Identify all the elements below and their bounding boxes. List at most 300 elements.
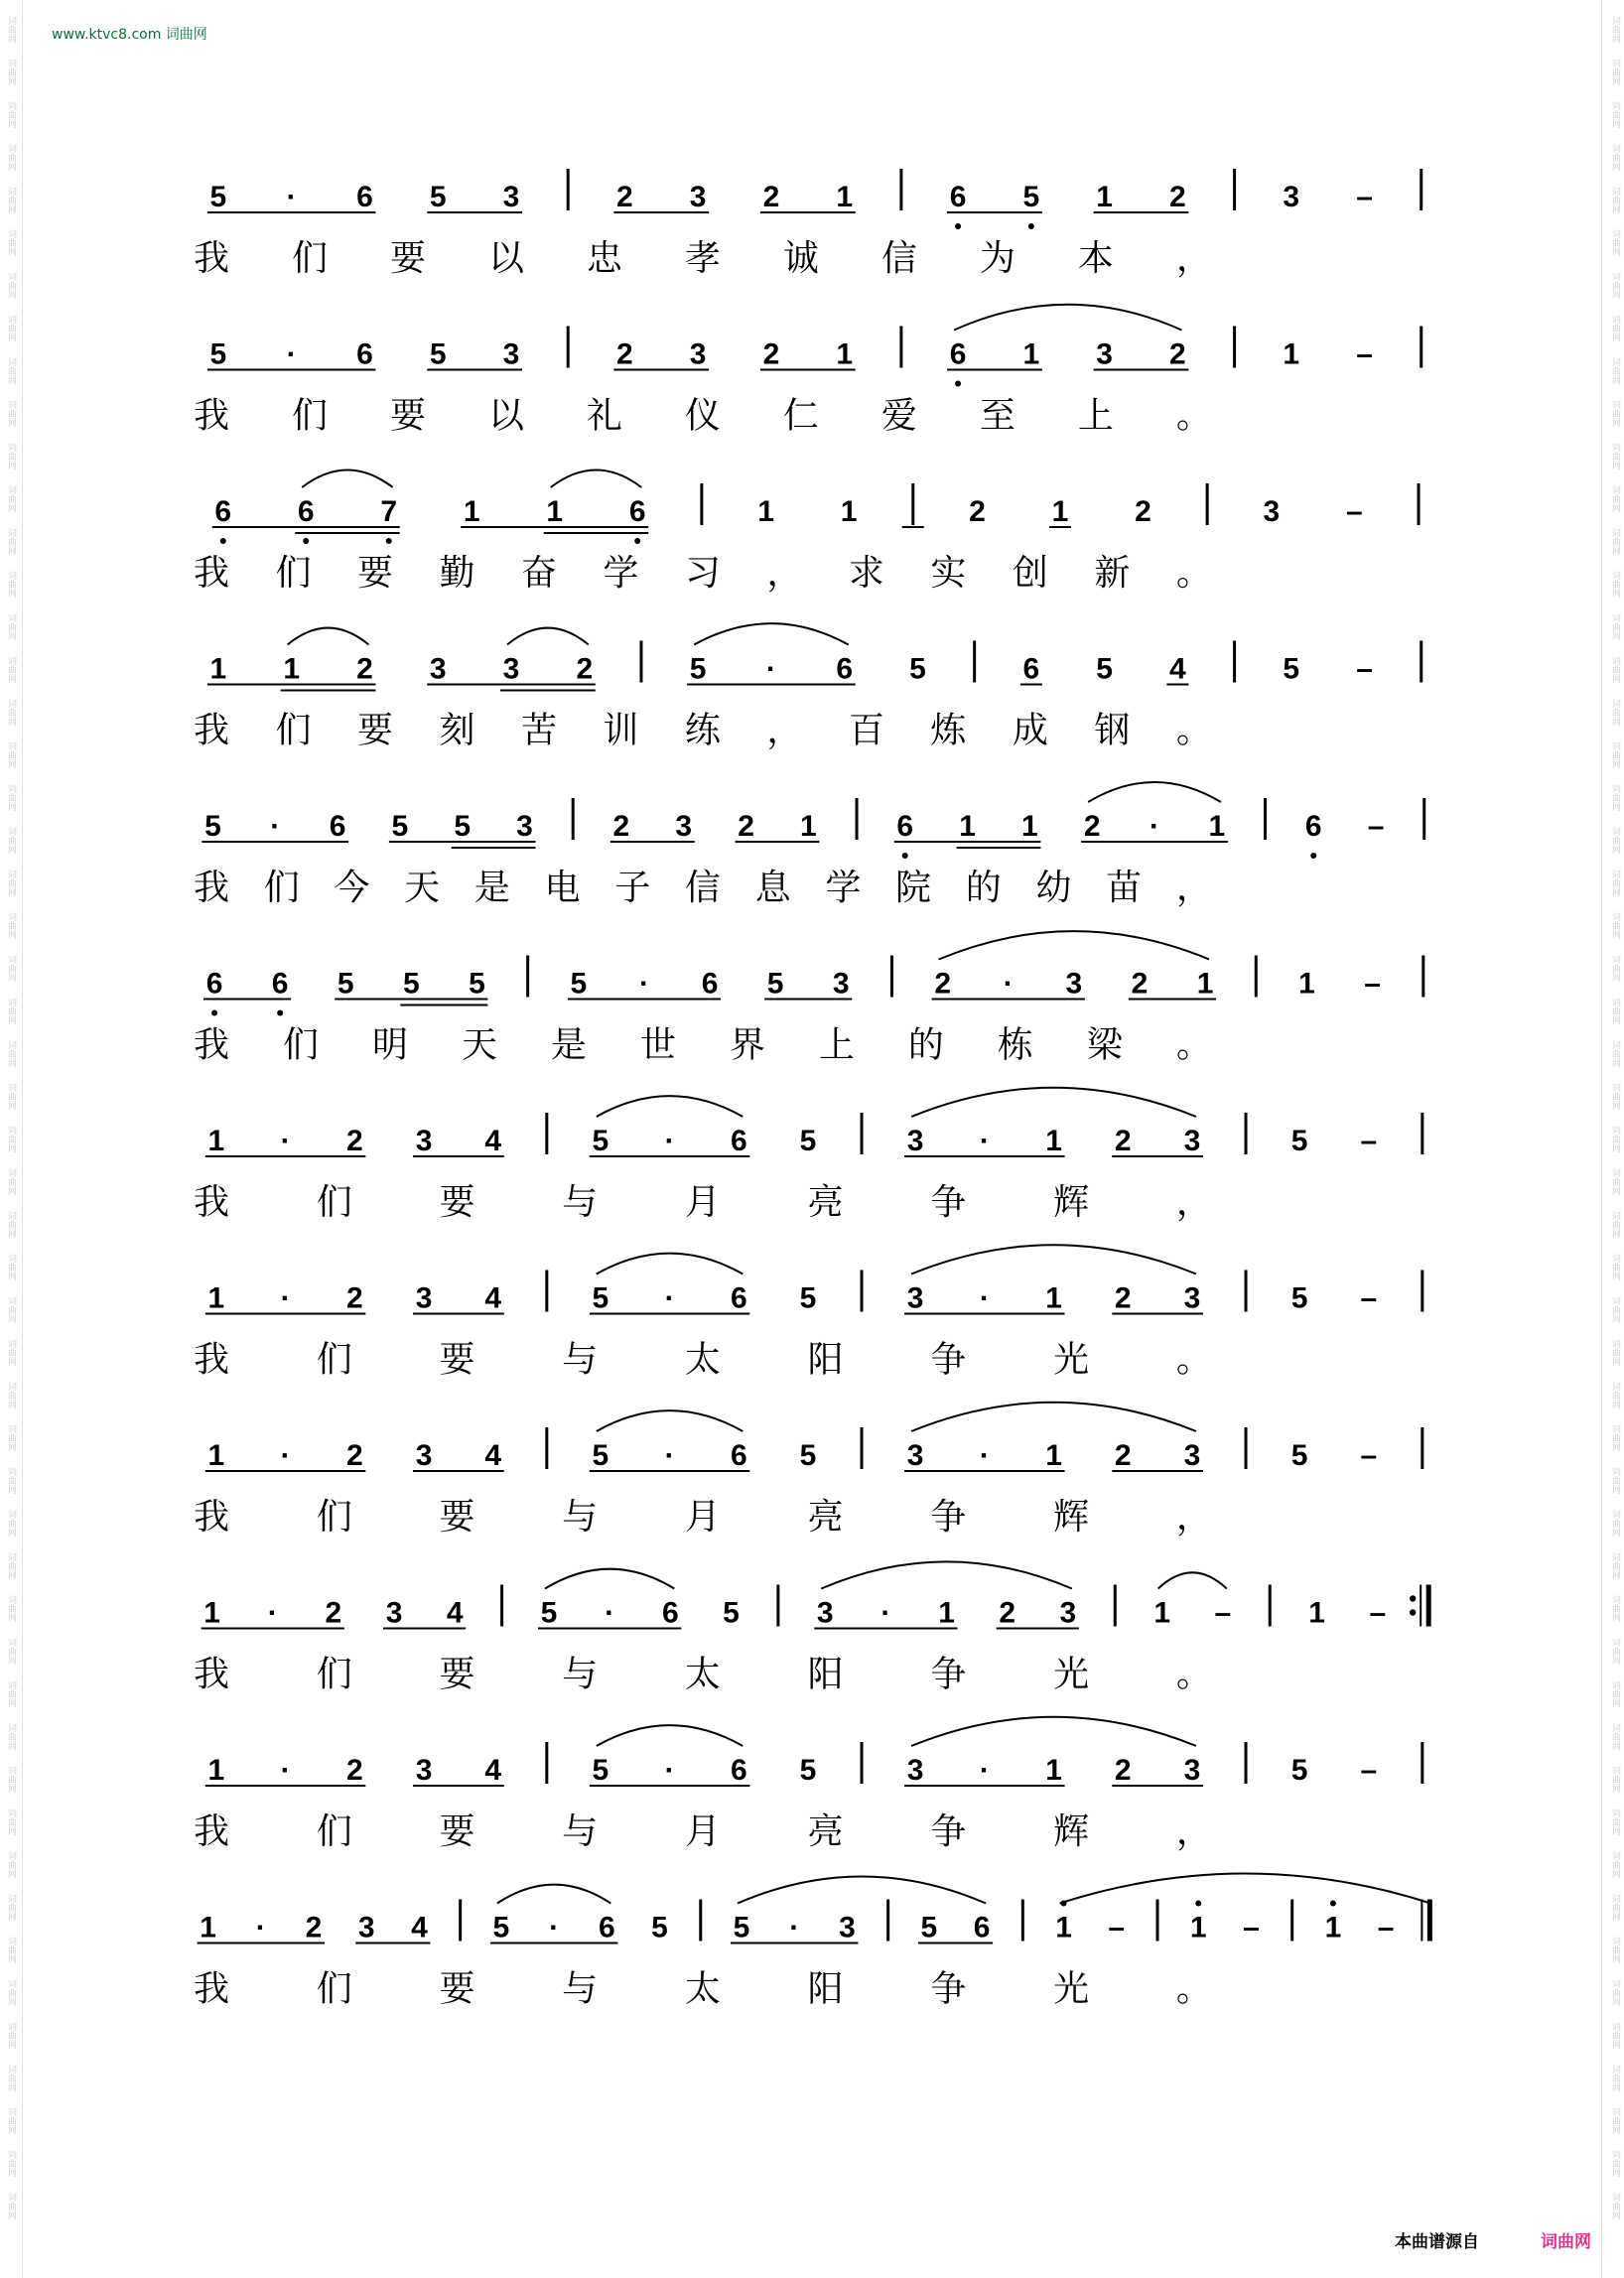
watermark-mark: 词曲网 <box>6 1382 16 1408</box>
note: 1 <box>1298 967 1315 1001</box>
note: 5 <box>1290 1125 1308 1157</box>
note: 1 <box>209 652 227 686</box>
note: 3 <box>502 652 520 686</box>
note: 1 <box>1055 1911 1072 1944</box>
low-octave-dot <box>902 853 908 859</box>
lyrics-line: 我们要勤奋学习，求实创新。 <box>194 553 1259 594</box>
note: 5 <box>469 967 485 1001</box>
tie-arc <box>954 305 1181 331</box>
note: 1 <box>840 495 858 528</box>
watermark-mark: 词曲网 <box>6 741 16 768</box>
augmentation-dot: · <box>880 1596 891 1630</box>
augmentation-dot: · <box>549 1911 560 1944</box>
watermark-mark: 词曲网 <box>6 784 16 811</box>
watermark-mark: 词曲网 <box>6 870 16 896</box>
dash: – <box>1345 495 1363 528</box>
augmentation-dot: · <box>280 1125 291 1157</box>
augmentation-dot: · <box>1150 810 1160 843</box>
watermark-mark: 词曲网 <box>1610 2022 1620 2049</box>
note: 5 <box>429 337 447 371</box>
watermark-mark: 词曲网 <box>6 528 16 555</box>
watermark-mark: 词曲网 <box>1610 357 1620 384</box>
note: 5 <box>799 1125 817 1157</box>
note: 1 <box>1153 1596 1171 1630</box>
note: 2 <box>762 337 780 371</box>
note: 1 <box>1324 1911 1342 1944</box>
note: 2 <box>345 1281 363 1315</box>
watermark-mark: 词曲网 <box>1610 1937 1620 1963</box>
watermark-mark: 词曲网 <box>6 1638 16 1665</box>
repeat-dot <box>1410 1595 1416 1601</box>
watermark-mark: 词曲网 <box>6 1510 16 1537</box>
watermark-mark: 词曲网 <box>6 1083 16 1110</box>
note: 3 <box>689 181 707 213</box>
dash: – <box>1356 181 1373 213</box>
note: 3 <box>1183 1125 1201 1157</box>
note: 5 <box>920 1911 938 1944</box>
watermark-mark: 词曲网 <box>6 485 16 512</box>
watermark-mark: 词曲网 <box>6 1937 16 1963</box>
note: 3 <box>906 1439 924 1472</box>
dash: – <box>1377 1911 1395 1944</box>
tie-arc <box>821 1561 1072 1588</box>
note: 3 <box>415 1281 433 1315</box>
watermark-mark: 词曲网 <box>6 1339 16 1366</box>
note: 1 <box>200 1911 216 1944</box>
tie-arc <box>939 931 1209 959</box>
watermark-mark: 词曲网 <box>1610 1382 1620 1408</box>
watermark-mark: 词曲网 <box>1610 1723 1620 1750</box>
augmentation-dot: · <box>286 337 297 371</box>
note: 2 <box>999 1596 1016 1630</box>
dash: – <box>1360 1281 1378 1315</box>
watermark-mark: 词曲网 <box>1610 1083 1620 1110</box>
note: 2 <box>616 337 633 371</box>
note: 6 <box>297 495 315 528</box>
note: 2 <box>1083 810 1101 843</box>
watermark-mark: 词曲网 <box>1610 2107 1620 2134</box>
repeat-dot <box>1410 1609 1416 1615</box>
augmentation-dot: · <box>280 1754 291 1787</box>
high-octave-dot <box>1330 1901 1336 1907</box>
watermark-mark: 词曲网 <box>1610 1467 1620 1494</box>
watermark-mark: 词曲网 <box>1610 1552 1620 1579</box>
low-octave-dot <box>386 538 392 544</box>
note: 2 <box>1169 337 1186 371</box>
watermark-mark: 词曲网 <box>1610 1766 1620 1793</box>
note: 3 <box>429 652 447 686</box>
tie-arc <box>911 1088 1196 1117</box>
note: 2 <box>616 181 633 213</box>
augmentation-dot: · <box>789 1911 800 1944</box>
watermark-mark: 词曲网 <box>6 1595 16 1622</box>
note: 5 <box>402 967 420 1001</box>
note: 2 <box>345 1439 363 1472</box>
watermark-mark: 词曲网 <box>6 1723 16 1750</box>
watermark-mark: 词曲网 <box>6 2107 16 2134</box>
watermark-mark: 词曲网 <box>1610 656 1620 683</box>
note: 3 <box>816 1596 834 1630</box>
lyrics-line: 我们要与月亮争辉， <box>194 1811 1299 1852</box>
note: 5 <box>570 967 588 1001</box>
augmentation-dot: · <box>605 1596 615 1630</box>
note: 5 <box>723 1596 740 1630</box>
note: 6 <box>356 337 373 371</box>
note: 5 <box>1096 652 1113 686</box>
note: 4 <box>484 1281 502 1315</box>
low-octave-dot <box>1310 853 1316 859</box>
watermark-mark: 词曲网 <box>1610 2193 1620 2219</box>
tie-arc <box>1088 782 1221 802</box>
tie-arc <box>288 628 369 645</box>
dash: – <box>1108 1911 1126 1944</box>
tie-arc <box>911 1717 1196 1746</box>
note: 1 <box>836 181 854 213</box>
watermark-mark: 词曲网 <box>6 1552 16 1579</box>
low-octave-dot <box>211 1010 217 1016</box>
watermark-mark: 词曲网 <box>6 1040 16 1067</box>
note: 1 <box>1096 181 1113 213</box>
dash: – <box>1360 1125 1378 1157</box>
note: 3 <box>839 1911 856 1944</box>
note: 5 <box>799 1281 817 1315</box>
note: 1 <box>207 1439 225 1472</box>
watermark-mark: 词曲网 <box>6 101 16 128</box>
note: 6 <box>949 181 967 213</box>
augmentation-dot: · <box>664 1125 675 1157</box>
tie-arc <box>1060 1874 1431 1904</box>
note: 2 <box>305 1911 323 1944</box>
lyrics-line: 我们要刻苦训练，百炼成钢。 <box>194 710 1259 751</box>
note: 2 <box>762 181 780 213</box>
watermark-mark: 词曲网 <box>6 2065 16 2091</box>
note: 3 <box>357 1911 375 1944</box>
note: 5 <box>1022 181 1040 213</box>
dash: – <box>1356 337 1373 371</box>
note: 4 <box>446 1596 464 1630</box>
note: 5 <box>799 1754 817 1787</box>
watermark-mark: 词曲网 <box>1610 315 1620 341</box>
note: 1 <box>1196 967 1214 1001</box>
watermark-mark: 词曲网 <box>1610 571 1620 598</box>
watermark-mark: 词曲网 <box>1610 912 1620 939</box>
note: 2 <box>1131 967 1149 1001</box>
note: 1 <box>207 1754 225 1787</box>
note: 6 <box>598 1911 615 1944</box>
augmentation-dot: · <box>765 652 776 686</box>
watermark-mark: 词曲网 <box>6 613 16 640</box>
watermark-mark: 词曲网 <box>6 229 16 256</box>
tie-arc <box>911 1403 1196 1431</box>
watermark-mark: 词曲网 <box>1610 16 1620 43</box>
dash: – <box>1360 1754 1378 1787</box>
note: 6 <box>205 967 223 1001</box>
note: 5 <box>429 181 447 213</box>
watermark-mark: 词曲网 <box>1610 1979 1620 2006</box>
site-url-label: www.ktvc8.com 词曲网 <box>52 27 207 43</box>
note: 3 <box>689 337 707 371</box>
watermark-mark: 词曲网 <box>1610 443 1620 469</box>
tie-arc <box>911 1245 1196 1273</box>
watermark-mark: 词曲网 <box>1610 1254 1620 1280</box>
note: 2 <box>934 967 952 1001</box>
note: 5 <box>454 810 472 843</box>
low-octave-dot <box>955 381 961 387</box>
note: 3 <box>415 1125 433 1157</box>
watermark-mark: 词曲网 <box>6 1126 16 1152</box>
watermark-mark: 词曲网 <box>1610 2065 1620 2091</box>
watermark-mark: 词曲网 <box>1610 613 1620 640</box>
note: 2 <box>356 652 373 686</box>
watermark-mark: 词曲网 <box>6 16 16 43</box>
watermark-mark: 词曲网 <box>1610 1510 1620 1537</box>
note: 1 <box>1308 1596 1325 1630</box>
tie-arc <box>302 470 392 487</box>
note: 5 <box>209 181 227 213</box>
note: 2 <box>1114 1439 1132 1472</box>
note: 5 <box>689 652 707 686</box>
lyrics-line: 我们要与太阳争光。 <box>194 1654 1299 1695</box>
low-octave-dot <box>303 538 309 544</box>
watermark-mark: 词曲网 <box>6 998 16 1024</box>
low-octave-dot <box>634 538 640 544</box>
dash: – <box>1356 652 1373 686</box>
watermark-mark: 词曲网 <box>1610 2150 1620 2177</box>
watermark-mark: 词曲网 <box>6 187 16 213</box>
watermark-mark: 词曲网 <box>1610 998 1620 1024</box>
watermark-mark: 词曲网 <box>6 955 16 982</box>
watermark-mark: 词曲网 <box>1610 1296 1620 1323</box>
note: 2 <box>345 1754 363 1787</box>
low-octave-dot <box>1028 223 1034 229</box>
note: 3 <box>516 810 533 843</box>
tie-arc <box>597 1254 743 1274</box>
augmentation-dot: · <box>255 1911 266 1944</box>
augmentation-dot: · <box>664 1754 675 1787</box>
watermark-mark: 词曲网 <box>1610 528 1620 555</box>
high-octave-dot <box>1195 1901 1201 1907</box>
lyrics-line: 我们要以礼仪仁爱至上。 <box>194 395 1275 437</box>
footer-source-label: 本曲谱源自 <box>1395 2232 1479 2252</box>
note: 3 <box>1183 1281 1201 1315</box>
note: 6 <box>1304 810 1322 843</box>
watermark-mark: 词曲网 <box>1610 101 1620 128</box>
watermark-mark: 词曲网 <box>6 1809 16 1835</box>
note: 1 <box>1208 810 1226 843</box>
watermark-mark: 词曲网 <box>1610 1126 1620 1152</box>
tie-arc <box>597 1410 743 1431</box>
watermark-mark: 词曲网 <box>1610 699 1620 726</box>
lyrics-line: 我们要以忠孝诚信为本， <box>194 238 1275 279</box>
note: 3 <box>415 1439 433 1472</box>
watermark-mark: 词曲网 <box>6 1766 16 1793</box>
low-octave-dot <box>955 223 961 229</box>
augmentation-dot: · <box>664 1439 675 1472</box>
augmentation-dot: · <box>280 1439 291 1472</box>
note: 3 <box>1059 1596 1077 1630</box>
watermark-mark: 词曲网 <box>1610 741 1620 768</box>
note: 5 <box>337 967 354 1001</box>
note: 3 <box>906 1281 924 1315</box>
lyrics-line: 我们要与月亮争辉， <box>194 1497 1299 1538</box>
note: 2 <box>1135 495 1151 528</box>
watermark-mark: 词曲网 <box>1610 272 1620 299</box>
watermark-mark: 词曲网 <box>6 144 16 171</box>
lyrics-line: 我们明天是世界上的栋梁。 <box>194 1024 1266 1066</box>
dash: – <box>1360 1439 1378 1472</box>
tie-arc <box>551 470 641 487</box>
note: 4 <box>484 1754 502 1787</box>
note: 6 <box>730 1281 747 1315</box>
note: 3 <box>1183 1439 1201 1472</box>
watermark-mark: 词曲网 <box>6 827 16 854</box>
watermark-mark: 词曲网 <box>6 2150 16 2177</box>
note: 2 <box>576 652 594 686</box>
augmentation-dot: · <box>267 1596 278 1630</box>
tie-arc <box>507 628 589 645</box>
note: 5 <box>204 810 221 843</box>
note: 1 <box>283 652 301 686</box>
note: 6 <box>661 1596 679 1630</box>
note: 5 <box>592 1439 609 1472</box>
watermark-mark: 词曲网 <box>1610 1809 1620 1835</box>
note: 1 <box>463 495 480 528</box>
watermark-mark: 词曲网 <box>6 1211 16 1238</box>
note: 4 <box>1169 652 1186 686</box>
note: 6 <box>271 967 289 1001</box>
note: 6 <box>730 1125 747 1157</box>
watermark-mark: 词曲网 <box>6 1851 16 1878</box>
note: 1 <box>1045 1754 1062 1787</box>
watermark-mark: 词曲网 <box>1610 1638 1620 1665</box>
dash: – <box>1214 1596 1232 1630</box>
note: 1 <box>757 495 774 528</box>
note: 5 <box>540 1596 558 1630</box>
note: 5 <box>1290 1754 1308 1787</box>
footer-brand-link[interactable]: 词曲网 <box>1541 2232 1591 2252</box>
lyrics-line: 我们要与太阳争光。 <box>194 1968 1299 2010</box>
note: 6 <box>701 967 719 1001</box>
watermark-mark: 词曲网 <box>1610 1168 1620 1195</box>
augmentation-dot: · <box>286 181 297 213</box>
watermark-mark: 词曲网 <box>1610 1424 1620 1451</box>
note: 2 <box>969 495 986 528</box>
note: 3 <box>675 810 693 843</box>
note: 5 <box>799 1439 817 1472</box>
note: 6 <box>356 181 373 213</box>
note: 2 <box>612 810 630 843</box>
watermark-mark: 词曲网 <box>6 699 16 726</box>
note: 1 <box>1189 1911 1207 1944</box>
watermark-mark: 词曲网 <box>6 1979 16 2006</box>
watermark-mark: 词曲网 <box>1610 1339 1620 1366</box>
watermark-mark: 词曲网 <box>6 2193 16 2219</box>
note: 5 <box>1290 1281 1308 1315</box>
note: 3 <box>832 967 850 1001</box>
watermark-mark: 词曲网 <box>6 59 16 85</box>
augmentation-dot: · <box>664 1281 675 1315</box>
lyrics-line: 我们今天是电子信息学院的幼苗， <box>194 868 1247 908</box>
watermark-mark: 词曲网 <box>1610 144 1620 171</box>
note: 2 <box>1114 1754 1132 1787</box>
note: 5 <box>909 652 926 686</box>
note: 1 <box>938 1596 955 1630</box>
note: 2 <box>738 810 754 843</box>
watermark-mark: 词曲网 <box>1610 1680 1620 1707</box>
dash: – <box>1364 967 1381 1001</box>
note: 1 <box>959 810 976 843</box>
note: 3 <box>385 1596 403 1630</box>
dash: – <box>1243 1911 1260 1944</box>
watermark-mark: 词曲网 <box>6 2022 16 2049</box>
watermark-mark: 词曲网 <box>6 1680 16 1707</box>
augmentation-dot: · <box>979 1439 990 1472</box>
augmentation-dot: · <box>270 810 281 843</box>
dash: – <box>1369 1596 1387 1630</box>
note: 1 <box>1021 810 1038 843</box>
note: 1 <box>1045 1439 1062 1472</box>
tie-arc <box>597 1096 743 1117</box>
note: 3 <box>415 1754 433 1787</box>
watermark-mark: 词曲网 <box>1610 1211 1620 1238</box>
watermark-mark: 词曲网 <box>6 656 16 683</box>
tie-arc <box>1158 1572 1227 1588</box>
watermark-mark: 词曲网 <box>6 571 16 598</box>
note: 5 <box>492 1911 510 1944</box>
note: 1 <box>207 1281 225 1315</box>
note: 3 <box>906 1754 924 1787</box>
watermark-mark: 词曲网 <box>1610 1040 1620 1067</box>
note: 3 <box>1183 1754 1201 1787</box>
watermark-mark: 词曲网 <box>6 1424 16 1451</box>
tie-arc <box>738 1876 986 1903</box>
note: 1 <box>546 495 564 528</box>
note: 2 <box>1114 1281 1132 1315</box>
watermark-mark: 词曲网 <box>1610 1894 1620 1921</box>
note: 5 <box>592 1125 609 1157</box>
watermark-mark: 词曲网 <box>1610 870 1620 896</box>
note: 2 <box>1169 181 1186 213</box>
tie-arc <box>597 1725 743 1746</box>
watermark-mark: 词曲网 <box>1610 229 1620 256</box>
note: 6 <box>949 337 967 371</box>
note: 6 <box>836 652 854 686</box>
watermark-mark: 词曲网 <box>6 315 16 341</box>
tie-arc <box>545 1569 674 1589</box>
augmentation-dot: · <box>979 1281 990 1315</box>
note: 1 <box>1022 337 1040 371</box>
augmentation-dot: · <box>979 1125 990 1157</box>
watermark-mark: 词曲网 <box>1610 827 1620 854</box>
note: 3 <box>1283 181 1300 213</box>
note: 3 <box>502 337 520 371</box>
watermark-mark: 词曲网 <box>6 357 16 384</box>
watermark-mark: 词曲网 <box>6 400 16 427</box>
watermark-mark: 词曲网 <box>6 1168 16 1195</box>
note: 6 <box>214 495 232 528</box>
note: 4 <box>411 1911 428 1944</box>
note: 6 <box>1022 652 1040 686</box>
note: 2 <box>345 1125 363 1157</box>
note: 3 <box>502 181 520 213</box>
watermark-mark: 词曲网 <box>1610 485 1620 512</box>
low-octave-dot <box>220 538 226 544</box>
note: 2 <box>325 1596 342 1630</box>
watermark-mark: 词曲网 <box>1610 784 1620 811</box>
note: 5 <box>1283 652 1300 686</box>
watermark-mark: 词曲网 <box>6 1894 16 1921</box>
watermark-mark: 词曲网 <box>1610 1595 1620 1622</box>
